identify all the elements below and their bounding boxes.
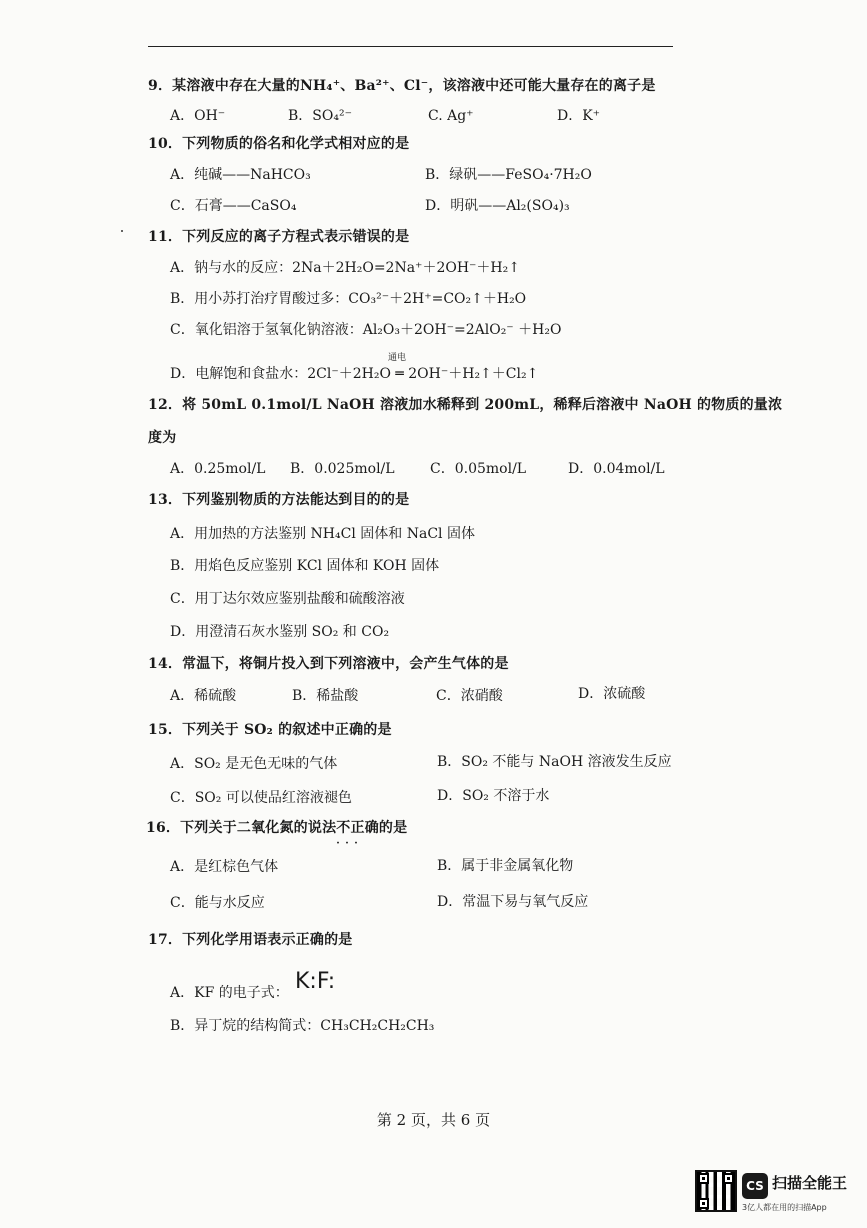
question-9-stem: 9．某溶液中存在大量的NH₄⁺、Ba²⁺、Cl⁻，该溶液中还可能大量存在的离子是 bbox=[148, 78, 656, 94]
q10-option-c: C．石膏——CaSO₄ bbox=[170, 198, 297, 214]
header-rule bbox=[148, 46, 673, 47]
q11-option-a: A．钠与水的反应：2Na＋2H₂O=2Na⁺＋2OH⁻＋H₂↑ bbox=[170, 260, 520, 276]
q16-stem-tail: 的是 bbox=[378, 820, 408, 836]
q12-option-c: C．0.05mol/L bbox=[430, 461, 527, 477]
q15-option-a: A．SO₂ 是无色无味的气体 bbox=[170, 756, 338, 772]
q16-option-b: B．属于非金属氧化物 bbox=[437, 858, 574, 874]
question-12-stem-continued: 度为 bbox=[148, 430, 177, 446]
q11-option-c: C．氧化铝溶于氢氧化钠溶液：Al₂O₃＋2OH⁻=2AlO₂⁻ ＋H₂O bbox=[170, 322, 562, 338]
q16-option-c: C．能与水反应 bbox=[170, 895, 265, 911]
electrolysis-condition-label: 通电 bbox=[388, 353, 407, 363]
q16-option-a: A．是红棕色气体 bbox=[170, 859, 279, 875]
q17-option-b: B．异丁烷的结构简式：CH₃CH₂CH₂CH₃ bbox=[170, 1018, 435, 1034]
scan-speck bbox=[121, 230, 123, 232]
q9-option-b: B．SO₄²⁻ bbox=[288, 108, 352, 124]
page-number: 第 2 页，共 6 页 bbox=[376, 1111, 491, 1129]
question-15-stem: 15．下列关于 SO₂ 的叙述中正确的是 bbox=[148, 722, 392, 738]
q9-option-a: A．OH⁻ bbox=[170, 108, 226, 124]
q15-option-b: B．SO₂ 不能与 NaOH 溶液发生反应 bbox=[437, 754, 672, 770]
q10-option-b: B．绿矾——FeSO₄·7H₂O bbox=[425, 167, 592, 183]
camscanner-tagline: 3亿人都在用的扫描App bbox=[742, 1203, 827, 1212]
camscanner-brand-name: 扫描全能王 bbox=[772, 1174, 848, 1192]
q14-option-b: B．稀盐酸 bbox=[292, 688, 359, 704]
q10-option-a: A．纯碱——NaHCO₃ bbox=[170, 167, 311, 183]
kf-electron-formula: K:F: bbox=[295, 969, 336, 994]
question-11-stem: 11．下列反应的离子方程式表示错误的是 bbox=[148, 229, 410, 245]
q16-stem-emphasis: 不正确 · · · bbox=[336, 820, 379, 836]
q13-option-a: A．用加热的方法鉴别 NH₄Cl 固体和 NaCl 固体 bbox=[170, 526, 475, 542]
q11-option-b: B．用小苏打治疗胃酸过多：CO₃²⁻＋2H⁺=CO₂↑＋H₂O bbox=[170, 291, 527, 307]
question-10-stem: 10．下列物质的俗名和化学式相对应的是 bbox=[148, 136, 410, 152]
q13-option-c: C．用丁达尔效应鉴别盐酸和硫酸溶液 bbox=[170, 591, 405, 607]
q14-option-d: D．浓硫酸 bbox=[578, 686, 646, 702]
question-14-stem: 14．常温下，将铜片投入到下列溶液中，会产生气体的是 bbox=[148, 656, 509, 672]
question-16-stem bbox=[146, 818, 407, 838]
q17-option-a: A．KF 的电子式： bbox=[170, 985, 289, 1001]
q9-option-d: D．K⁺ bbox=[557, 108, 601, 124]
q15-option-d: D．SO₂ 不溶于水 bbox=[437, 788, 550, 804]
question-17-stem: 17．下列化学用语表示正确的是 bbox=[148, 932, 353, 948]
camscanner-logo: CS bbox=[742, 1173, 768, 1199]
q10-option-d: D．明矾——Al₂(SO₄)₃ bbox=[425, 198, 570, 214]
q14-option-a: A．稀硫酸 bbox=[170, 688, 237, 704]
question-13-stem: 13．下列鉴别物质的方法能达到目的的是 bbox=[148, 492, 410, 508]
q12-option-a: A．0.25mol/L bbox=[170, 461, 266, 477]
q12-option-b: B．0.025mol/L bbox=[290, 461, 395, 477]
qr-code-icon bbox=[695, 1170, 737, 1212]
q12-option-d: D．0.04mol/L bbox=[568, 461, 665, 477]
q11-option-d: D．电解饱和食盐水：2Cl⁻＋2H₂O ═ 2OH⁻＋H₂↑＋Cl₂↑ bbox=[170, 366, 539, 382]
q13-option-b: B．用焰色反应鉴别 KCl 固体和 KOH 固体 bbox=[170, 558, 440, 574]
q9-option-c: C. Ag⁺ bbox=[428, 108, 474, 124]
q16-stem-lead: 16．下列关于二氧化氮的说法 bbox=[146, 820, 337, 836]
q15-option-c: C．SO₂ 可以使品红溶液褪色 bbox=[170, 790, 352, 806]
question-12-stem: 12．将 50mL 0.1mol/L NaOH 溶液加水稀释到 200mL，稀释后溶液中 NaOH 的物质的量浓 bbox=[148, 397, 783, 413]
q13-option-d: D．用澄清石灰水鉴别 SO₂ 和 CO₂ bbox=[170, 624, 390, 640]
q16-option-d: D．常温下易与氧气反应 bbox=[437, 894, 589, 910]
q14-option-c: C．浓硝酸 bbox=[436, 688, 503, 704]
